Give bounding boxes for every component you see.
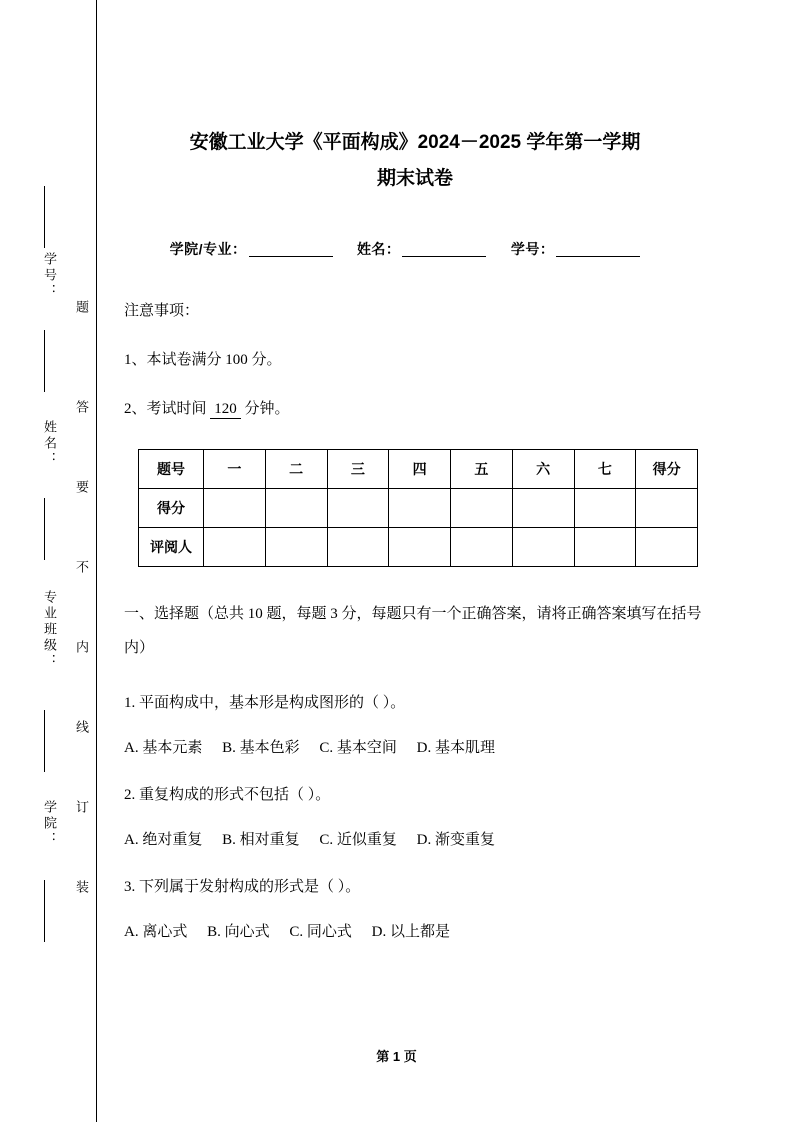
field-college-major-label: 学院/专业： — [169, 241, 247, 257]
seal-char: 答 — [74, 400, 89, 416]
margin-label-class: 专业班级： — [42, 590, 57, 670]
option-d[interactable]: D. 以上都是 — [371, 924, 450, 940]
binding-vertical-rule — [96, 0, 97, 1122]
reviewer-cell[interactable] — [389, 528, 451, 567]
question-options — [124, 920, 706, 941]
score-cell[interactable] — [389, 489, 451, 528]
field-name-label: 姓名： — [356, 241, 401, 257]
seal-char: 内 — [74, 640, 89, 656]
table-row — [139, 489, 698, 528]
option-d[interactable]: D. 渐变重复 — [416, 832, 495, 848]
seal-char: 题 — [74, 300, 89, 316]
field-student-id — [511, 241, 647, 257]
note-item-2-prefix: 2、考试时间 — [124, 401, 207, 417]
score-cell[interactable] — [265, 489, 327, 528]
field-name-blank[interactable] — [402, 256, 486, 257]
seal-char: 线 — [74, 720, 89, 736]
score-cell[interactable] — [574, 489, 636, 528]
question-stem: 2. 重复构成的形式不包括（ ）。 — [124, 787, 331, 803]
margin-label-college: 学院： — [42, 800, 57, 848]
option-b[interactable]: B. 基本色彩 — [222, 740, 300, 756]
score-cell[interactable] — [512, 489, 574, 528]
option-c[interactable]: C. 近似重复 — [319, 832, 397, 848]
reviewer-cell[interactable] — [265, 528, 327, 567]
table-row — [139, 528, 698, 567]
question-options — [124, 828, 706, 849]
page-footer: 第 1 页 — [376, 1049, 417, 1064]
score-table — [138, 449, 698, 567]
page-title — [124, 0, 706, 197]
seal-char: 订 — [74, 800, 89, 816]
note-item-2 — [124, 397, 706, 419]
reviewer-cell[interactable] — [451, 528, 513, 567]
table-row — [139, 450, 698, 489]
option-a[interactable]: A. 离心式 — [124, 924, 188, 940]
score-cell[interactable] — [204, 489, 266, 528]
score-table-col-header: 六 — [512, 450, 574, 489]
option-b[interactable]: B. 向心式 — [207, 924, 270, 940]
page-title-line1: 安徽工业大学《平面构成》2024－2025 学年第一学期 — [189, 132, 641, 153]
score-table-col-header: 三 — [327, 450, 389, 489]
field-name — [357, 241, 493, 257]
margin-rule — [44, 330, 45, 392]
score-table-row-header: 评阅人 — [139, 528, 204, 567]
score-table-col-header: 四 — [389, 450, 451, 489]
note-item-2-suffix: 分钟。 — [244, 401, 290, 417]
reviewer-cell[interactable] — [512, 528, 574, 567]
option-d[interactable]: D. 基本肌理 — [416, 740, 495, 756]
exam-duration-value: 120 — [210, 401, 241, 419]
score-table-row-header: 得分 — [139, 489, 204, 528]
seal-char: 不 — [74, 560, 89, 576]
reviewer-cell[interactable] — [327, 528, 389, 567]
score-cell[interactable] — [327, 489, 389, 528]
score-cell[interactable] — [636, 489, 698, 528]
reviewer-cell[interactable] — [636, 528, 698, 567]
exam-content — [124, 0, 706, 941]
field-college-major-blank[interactable] — [249, 256, 333, 257]
margin-rule — [44, 498, 45, 560]
question-options — [124, 736, 706, 757]
margin-rule — [44, 186, 45, 248]
seal-char: 要 — [74, 480, 89, 496]
score-table-col-header: 二 — [265, 450, 327, 489]
note-item-1: 1、本试卷满分 100 分。 — [124, 352, 282, 368]
section-heading: 一、选择题（总共 10 题，每题 3 分，每题只有一个正确答案，请将正确答案填写在括号内） — [124, 606, 702, 656]
field-college-major — [170, 241, 339, 257]
field-student-id-blank[interactable] — [556, 256, 640, 257]
option-c[interactable]: C. 同心式 — [289, 924, 352, 940]
reviewer-cell[interactable] — [204, 528, 266, 567]
margin-label-name: 姓名： — [42, 420, 57, 468]
option-a[interactable]: A. 基本元素 — [124, 740, 203, 756]
field-student-id-label: 学号： — [510, 241, 555, 257]
question-stem: 1. 平面构成中，基本形是构成图形的（ ）。 — [124, 695, 406, 711]
notes-heading: 注意事项： — [124, 303, 200, 319]
student-identity-line — [124, 239, 706, 259]
binding-margin — [0, 0, 96, 1122]
margin-rule — [44, 710, 45, 772]
score-table-col-header: 一 — [204, 450, 266, 489]
score-table-row-header: 题号 — [139, 450, 204, 489]
margin-label-student-id: 学号： — [42, 252, 57, 300]
score-table-col-header: 得分 — [636, 450, 698, 489]
option-a[interactable]: A. 绝对重复 — [124, 832, 203, 848]
option-b[interactable]: B. 相对重复 — [222, 832, 300, 848]
reviewer-cell[interactable] — [574, 528, 636, 567]
seal-char: 装 — [74, 880, 89, 896]
score-table-col-header: 五 — [451, 450, 513, 489]
option-c[interactable]: C. 基本空间 — [319, 740, 397, 756]
page-title-line2: 期末试卷 — [376, 168, 453, 189]
question-stem: 3. 下列属于发射构成的形式是（ ）。 — [124, 879, 361, 895]
score-table-col-header: 七 — [574, 450, 636, 489]
score-cell[interactable] — [451, 489, 513, 528]
margin-rule — [44, 880, 45, 942]
